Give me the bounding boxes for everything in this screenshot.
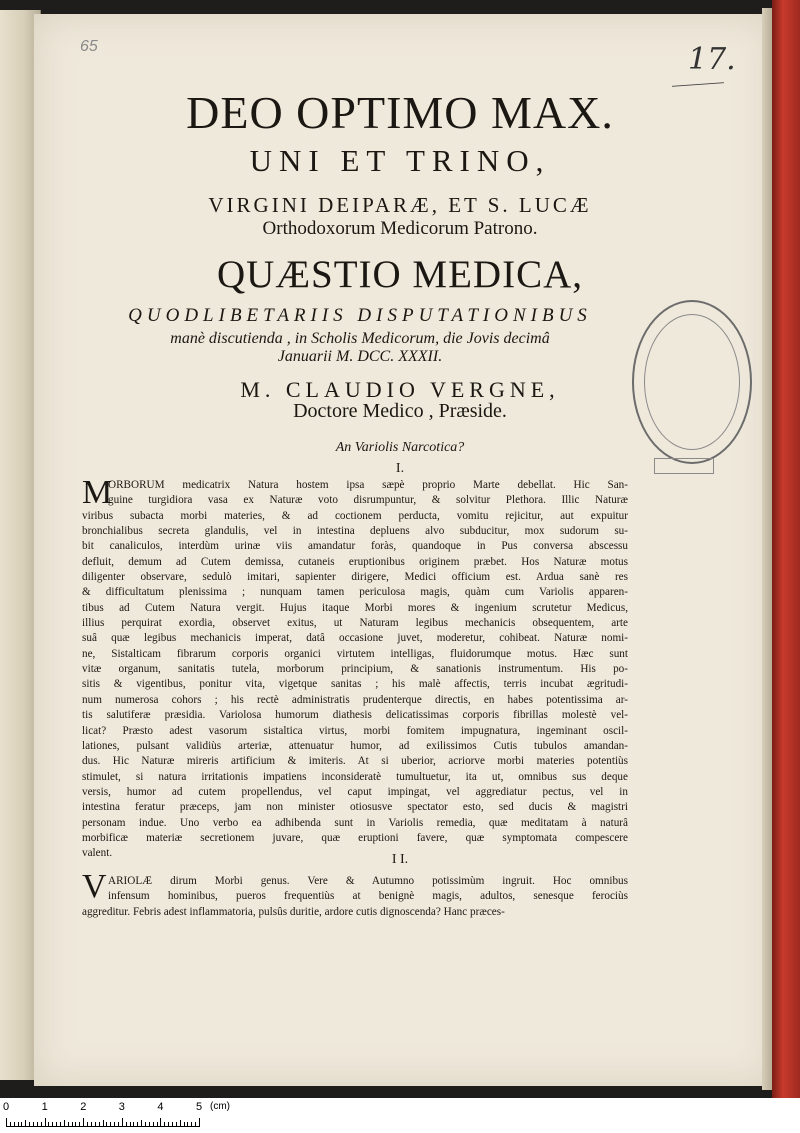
text-line: ne, Sistalticam fibrarum corporis organici virtutem intelligas, fluidorumque motus. Hæc sunt bbox=[82, 647, 628, 660]
text-line: infensum hominibus, pueros frequentiùs at benignè magis, adultos, senesque ferociùs bbox=[108, 890, 628, 903]
text-line: defluit, demum ad Cutem demissa, cutaneis eruptionibus originem præbet. Hos Naturæ motus bbox=[82, 555, 628, 568]
scale-tick bbox=[6, 1118, 7, 1126]
text-line: licat? Præsto adest vasorum sistaltica virtus, morbi fomitem impugnatura, ingeminant oscil- bbox=[82, 724, 628, 737]
pencil-folio-left: 65 bbox=[80, 38, 98, 55]
scale-tick bbox=[172, 1122, 173, 1126]
scale-tick bbox=[126, 1122, 127, 1126]
text-line: & difficultatum plenissima ; nunquam tamen periculosa magis, quàm cum Variolis apparen- bbox=[82, 586, 628, 599]
scale-tick bbox=[168, 1122, 169, 1126]
scale-tick bbox=[45, 1118, 46, 1126]
scale-number: 4 bbox=[157, 1101, 164, 1113]
measurement-scale bbox=[0, 1098, 800, 1133]
scale-tick bbox=[33, 1122, 34, 1126]
scale-tick bbox=[95, 1122, 96, 1126]
text-line: ARIOLÆ dirum Morbi genus. Vere & Autumno potissimùm ingruit. Hoc omnibus bbox=[108, 875, 628, 887]
subtitle-line-3: Januarii M. DCC. XXXII. bbox=[277, 348, 443, 365]
scale-tick bbox=[187, 1122, 188, 1126]
scale-tick bbox=[10, 1122, 11, 1126]
scale-tick bbox=[75, 1122, 76, 1126]
drop-initial-1: M bbox=[82, 474, 113, 511]
scale-tick bbox=[110, 1122, 111, 1126]
text-line: ORBORUM medicatrix Natura hostem ipsa sæpè proprio Marte debellat. Hic San- bbox=[108, 479, 628, 491]
scale-tick bbox=[72, 1122, 73, 1126]
title-line-2: UNI ET TRINO, bbox=[249, 143, 551, 178]
section-numeral-1: I. bbox=[395, 461, 405, 476]
scale-tick bbox=[106, 1122, 107, 1126]
section-2-paragraph bbox=[82, 868, 628, 920]
scale-tick bbox=[99, 1122, 100, 1126]
main-heading: QUÆSTIO MEDICA, bbox=[217, 253, 583, 296]
text-line: dus. Hic Naturæ mireris artificium & imiteris. At si uberior, acriorve morbi materies potentiùs bbox=[82, 755, 628, 768]
scale-tick bbox=[37, 1122, 38, 1126]
section-1-paragraph bbox=[82, 474, 628, 862]
title-line-1: DEO OPTIMO MAX. bbox=[186, 87, 614, 138]
scale-number: 2 bbox=[80, 1101, 87, 1113]
text-line: valent. bbox=[82, 847, 113, 860]
scale-number: 0 bbox=[3, 1101, 10, 1113]
scale-tick bbox=[21, 1122, 22, 1126]
scale-tick bbox=[157, 1122, 158, 1126]
scale-tick bbox=[79, 1122, 80, 1126]
scale-tick bbox=[29, 1122, 30, 1126]
text-line: vitæ organum, sanitatis tutela, morborum principium, & sanationis instrumentum. His po- bbox=[82, 663, 628, 676]
scale-tick bbox=[145, 1122, 146, 1126]
title-line-3: VIRGINI DEIPARÆ, ET S. LUCÆ bbox=[208, 193, 592, 217]
scale-tick bbox=[199, 1118, 200, 1126]
subtitle-line-1: QUODLIBETARIIS DISPUTATIONIBUS bbox=[128, 305, 592, 326]
scale-ruler bbox=[6, 1118, 200, 1127]
stamp-label-box bbox=[654, 458, 714, 474]
drop-initial-2: V bbox=[82, 868, 107, 905]
scale-tick bbox=[195, 1122, 196, 1126]
text-line: num numerosa cohors ; his rectè administratis prudenterque directis, en habes potentissima ar- bbox=[82, 693, 628, 706]
text-line: tibus ad Cutem Natura vergit. Hujus itaque Morbi mores & ingenium scrutetur Medicus, bbox=[82, 601, 628, 614]
scale-tick bbox=[114, 1122, 115, 1126]
scale-tick bbox=[137, 1122, 138, 1126]
title-line-4: Orthodoxorum Medicorum Patrono. bbox=[262, 218, 538, 239]
scale-tick bbox=[153, 1122, 154, 1126]
scale-number: 1 bbox=[41, 1101, 48, 1113]
text-line: intestina feratur præceps, jam non minister otiosusve spectator esto, sed ducis & magistri bbox=[82, 801, 628, 814]
scale-tick bbox=[18, 1122, 19, 1126]
scale-tick bbox=[64, 1120, 65, 1126]
scale-tick bbox=[41, 1122, 42, 1126]
scale-tick bbox=[48, 1122, 49, 1126]
scale-tick bbox=[184, 1122, 185, 1126]
scale-tick bbox=[118, 1122, 119, 1126]
scale-tick bbox=[141, 1120, 142, 1126]
scale-tick bbox=[176, 1122, 177, 1126]
scale-tick bbox=[56, 1122, 57, 1126]
text-line: morbificæ materiæ secretionem juvare, quæ eruptioni favere, quæ symptomata compescere bbox=[82, 831, 628, 844]
text-line: stimulet, si natura irritationis impatiens inconsideratè tumultuetur, ita ut, omnibus sus deque bbox=[82, 770, 628, 783]
praeses-name: M. CLAUDIO VERGNE, bbox=[240, 377, 560, 402]
text-line: versis, humor ad cutem propellendus, vel caput impingat, vel aggrediatur pectus, vel in bbox=[82, 785, 628, 798]
scale-tick bbox=[180, 1120, 181, 1126]
text-line: illius perquirat exordia, observet exitus, ut Naturam legibus mechanicis obsequentem, arte bbox=[82, 617, 628, 630]
scale-tick bbox=[133, 1122, 134, 1126]
scale-tick bbox=[60, 1122, 61, 1126]
scale-number: 5 bbox=[196, 1101, 203, 1113]
text-line: aggreditur. Febris adest inflammatoria, pulsûs duritie, ardore cutis dignoscenda? Hanc præces- bbox=[82, 905, 505, 918]
scale-tick bbox=[83, 1118, 84, 1126]
scale-tick bbox=[25, 1120, 26, 1126]
text-line: bit canaliculos, interdùm urinæ viis amandatur foràs, quandoque in Pus conversa abscessu bbox=[82, 540, 628, 553]
scale-tick bbox=[122, 1118, 123, 1126]
scale-tick bbox=[160, 1118, 161, 1126]
scale-tick bbox=[68, 1122, 69, 1126]
pencil-folio-right: 17. bbox=[688, 42, 736, 77]
scale-unit: (cm) bbox=[210, 1101, 230, 1112]
scale-tick bbox=[191, 1122, 192, 1126]
text-line: tis salutiferæ præsidia. Variolosa humorum diathesis delicatissimas corporis fibrillas molestè vel- bbox=[82, 709, 628, 722]
scale-tick bbox=[164, 1122, 165, 1126]
text-line: bronchialibus secreta glandulis, vel in intestina depluens alvo subducitur, mox sudorum su- bbox=[82, 525, 628, 538]
question-line: An Variolis Narcotica? bbox=[335, 440, 465, 455]
text-line: sitis & vigentibus, ponitur vita, vigetque sanitas ; his malè affectis, terris incubat ægritudi- bbox=[82, 678, 628, 691]
text-line: suâ quæ legibus mechanicis imperat, datâ occasione juvet, moderetur, cohibeat. Naturæ nomi- bbox=[82, 632, 628, 645]
scale-tick bbox=[14, 1122, 15, 1126]
scale-number: 3 bbox=[118, 1101, 125, 1113]
scale-tick bbox=[130, 1122, 131, 1126]
library-stamp bbox=[632, 300, 752, 464]
praeses-title: Doctore Medico , Præside. bbox=[293, 400, 507, 422]
text-line: lationes, pulsant validiùs arteriæ, attenuatur humor, ad exilissimos Cutis tubulos amandan- bbox=[82, 739, 628, 752]
section-numeral-2: I I. bbox=[391, 852, 409, 867]
text-line: viribus subacta morbi materies, & ad coctionem perducta, vomitu rejicitur, aut expuitur bbox=[82, 509, 628, 522]
scale-tick bbox=[149, 1122, 150, 1126]
text-line: diligenter observare, sedulò imitari, sapienter dirigere, Medici officium est. Ardua sanè res bbox=[82, 571, 628, 584]
scale-tick bbox=[91, 1122, 92, 1126]
subtitle-line-2: manè discutienda , in Scholis Medicorum, die Jovis decimâ bbox=[170, 330, 550, 347]
scale-tick bbox=[87, 1122, 88, 1126]
text-line: personam indue. Uno verbo ea adhibenda sunt in Variolis remedia, quæ meditatam à naturâ bbox=[82, 816, 628, 829]
scale-tick bbox=[103, 1120, 104, 1126]
text-line: guine turgidiora vasa ex Naturæ voto disrumpuntur, & solvitur Plethora. Illic Naturæ bbox=[108, 494, 628, 507]
scale-tick bbox=[52, 1122, 53, 1126]
